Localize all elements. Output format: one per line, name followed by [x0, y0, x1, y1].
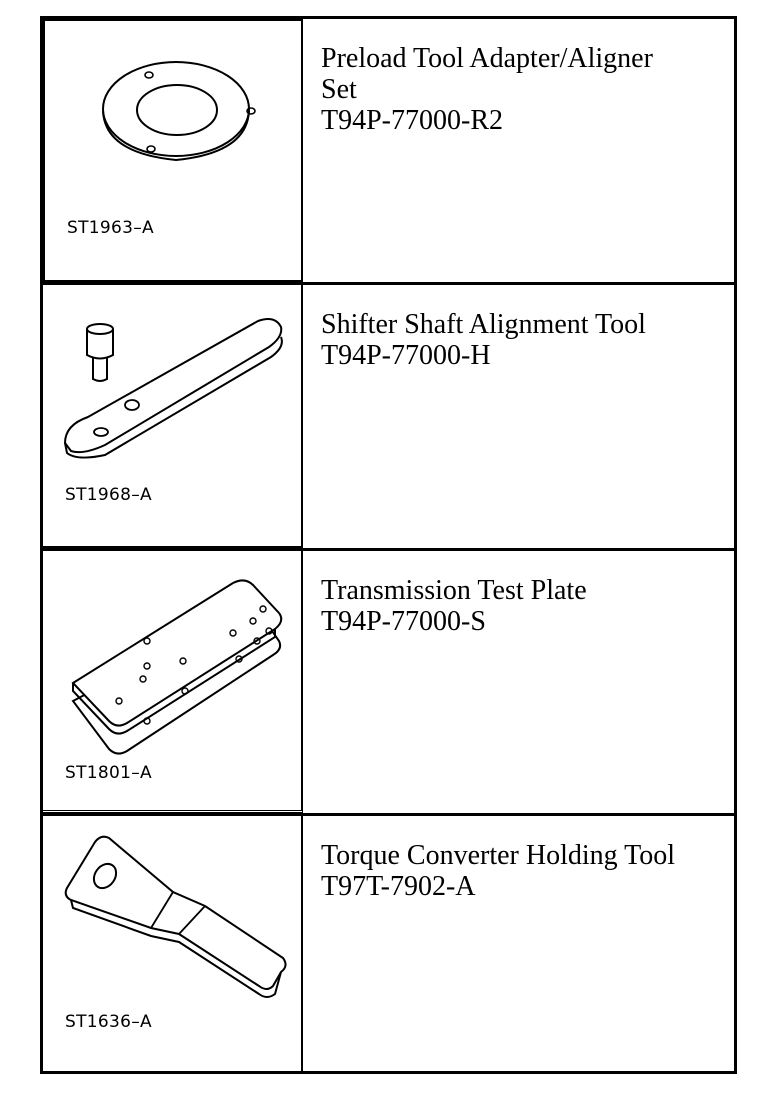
tool-illustration-cell — [43, 285, 303, 548]
tool-description — [321, 840, 716, 902]
tool-row — [43, 19, 734, 282]
shifter-shaft-alignment-tool-icon — [43, 285, 301, 545]
tool-name-continued: Set — [321, 74, 357, 105]
part-number: T94P-77000-S — [321, 606, 486, 637]
preload-adapter-ring-icon — [45, 21, 303, 282]
tool-name: Transmission Test Plate — [321, 575, 587, 606]
image-code: ST1801–A — [65, 763, 152, 783]
tool-row — [43, 813, 734, 1071]
tool-name: Preload Tool Adapter/Aligner — [321, 43, 653, 74]
tool-row — [43, 548, 734, 813]
tool-illustration-cell — [43, 551, 303, 813]
tool-illustration-cell — [43, 19, 303, 282]
part-number: T97T-7902-A — [321, 871, 476, 902]
part-number: T94P-77000-H — [321, 340, 491, 371]
image-code: ST1963–A — [67, 218, 154, 238]
image-code: ST1968–A — [65, 485, 152, 505]
part-number: T94P-77000-R2 — [321, 105, 503, 136]
tool-illustration-cell — [43, 816, 303, 1074]
torque-converter-holding-tool-icon — [43, 816, 301, 1074]
tool-name: Shifter Shaft Alignment Tool — [321, 309, 646, 340]
tool-name: Torque Converter Holding Tool — [321, 840, 676, 871]
special-tools-table — [40, 16, 737, 1074]
tool-description — [321, 43, 716, 136]
tool-description — [321, 575, 716, 637]
tool-row — [43, 282, 734, 548]
tool-description — [321, 309, 716, 371]
image-code: ST1636–A — [65, 1012, 152, 1032]
